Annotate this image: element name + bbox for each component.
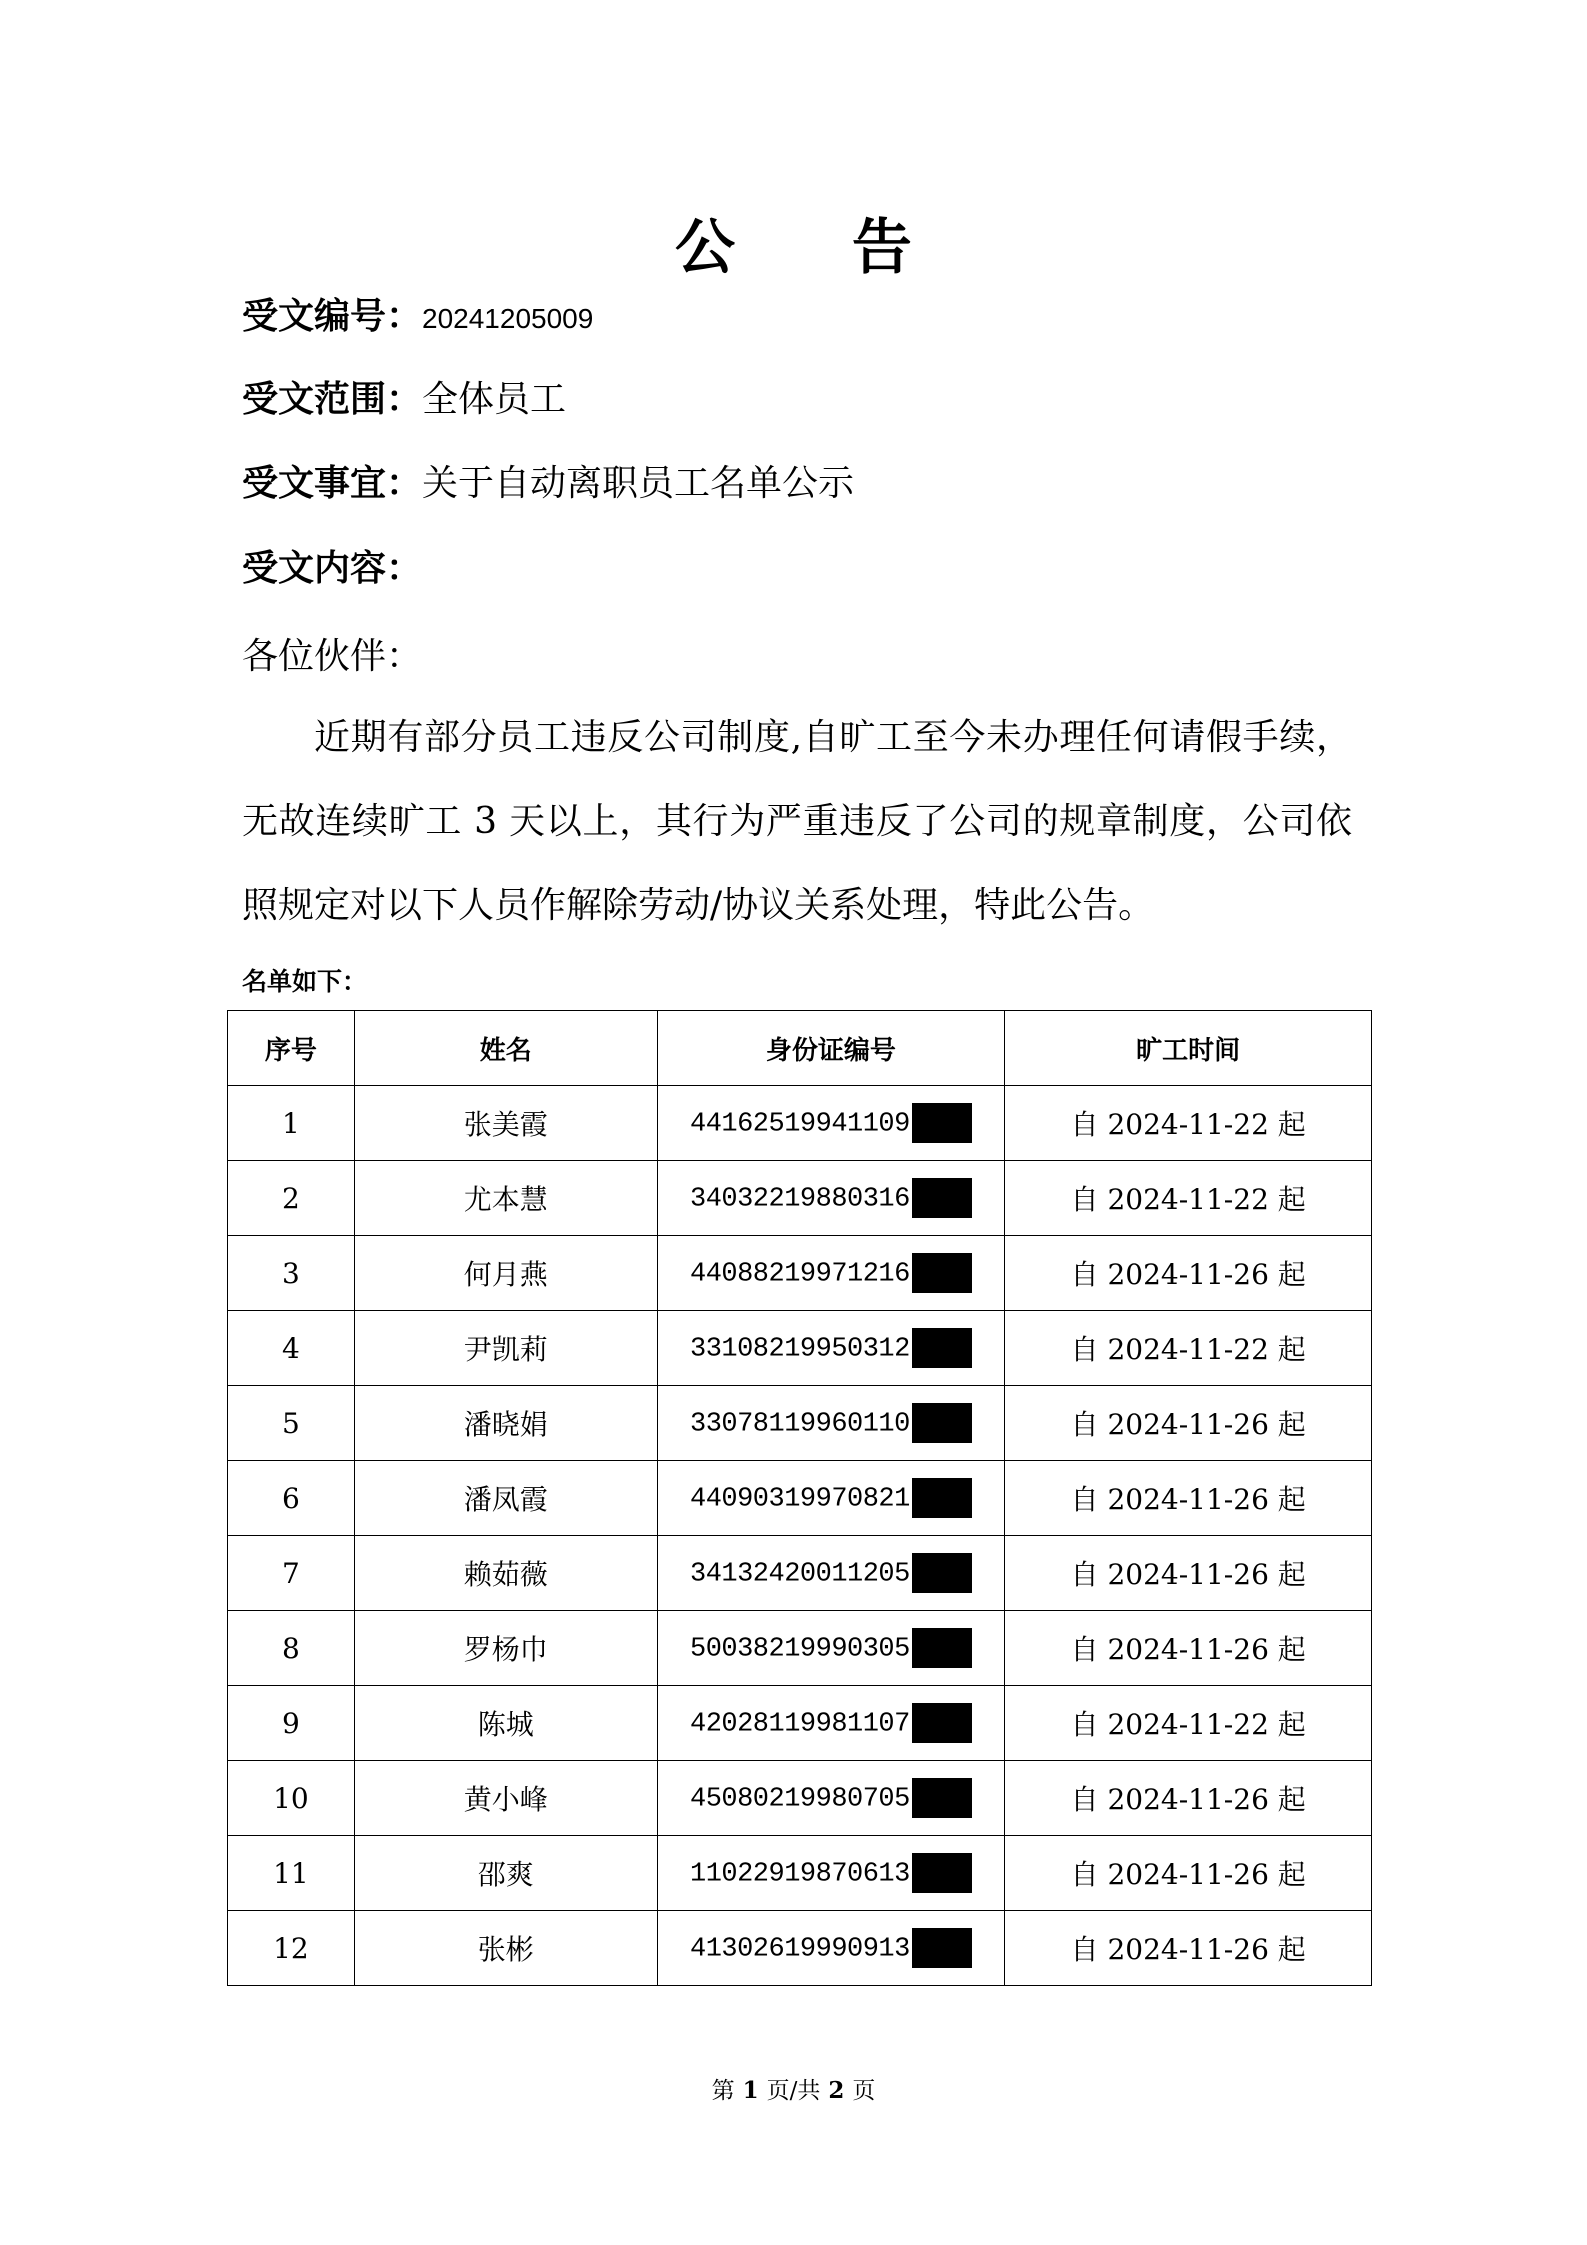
row-index: 1 bbox=[228, 1086, 355, 1161]
row-index: 4 bbox=[228, 1311, 355, 1386]
redaction-block bbox=[912, 1103, 972, 1143]
redaction-block bbox=[912, 1628, 972, 1668]
table-row bbox=[228, 1911, 1372, 1986]
row-index: 7 bbox=[228, 1536, 355, 1611]
row-index: 2 bbox=[228, 1161, 355, 1236]
row-index: 10 bbox=[228, 1761, 355, 1836]
row-name: 黄小峰 bbox=[354, 1761, 657, 1836]
row-id-number: 11022919870613 bbox=[690, 1859, 910, 1890]
subject-line bbox=[242, 460, 854, 508]
col-header-index: 序号 bbox=[228, 1011, 355, 1086]
row-absence-time: 自 2024-11-22 起 bbox=[1005, 1311, 1372, 1386]
row-absence-time: 自 2024-11-22 起 bbox=[1005, 1686, 1372, 1761]
row-id-cell bbox=[657, 1761, 1005, 1836]
row-id-cell bbox=[657, 1911, 1005, 1986]
table-row bbox=[228, 1686, 1372, 1761]
row-absence-time: 自 2024-11-22 起 bbox=[1005, 1161, 1372, 1236]
table-row bbox=[228, 1386, 1372, 1461]
row-id-number: 44090319970821 bbox=[690, 1484, 910, 1515]
subject-value: 关于自动离职员工名单公示 bbox=[422, 463, 855, 504]
row-id-number: 34132420011205 bbox=[690, 1559, 910, 1590]
table-row bbox=[228, 1311, 1372, 1386]
redaction-block bbox=[912, 1778, 972, 1818]
page-footer bbox=[0, 2072, 1587, 2105]
table-row bbox=[228, 1086, 1372, 1161]
col-header-id: 身份证编号 bbox=[657, 1011, 1005, 1086]
row-name: 张美霞 bbox=[354, 1086, 657, 1161]
row-id-cell bbox=[657, 1236, 1005, 1311]
page-title: 公 告 bbox=[675, 213, 960, 283]
row-id-cell bbox=[657, 1311, 1005, 1386]
row-absence-time: 自 2024-11-26 起 bbox=[1005, 1536, 1372, 1611]
row-absence-time: 自 2024-11-26 起 bbox=[1005, 1611, 1372, 1686]
row-id-number: 42028119981107 bbox=[690, 1709, 910, 1740]
table-row bbox=[228, 1536, 1372, 1611]
row-id-cell bbox=[657, 1611, 1005, 1686]
footer-total: 2 bbox=[828, 2077, 845, 2104]
row-name: 潘凤霞 bbox=[354, 1461, 657, 1536]
redaction-block bbox=[912, 1178, 972, 1218]
greeting: 各位伙伴： bbox=[242, 636, 423, 677]
footer-prefix: 第 bbox=[711, 2078, 735, 2104]
row-absence-time: 自 2024-11-26 起 bbox=[1005, 1911, 1372, 1986]
content-line bbox=[242, 545, 422, 593]
col-header-absence-time: 旷工时间 bbox=[1005, 1011, 1372, 1086]
row-id-cell bbox=[657, 1086, 1005, 1161]
row-absence-time: 自 2024-11-26 起 bbox=[1005, 1236, 1372, 1311]
row-absence-time: 自 2024-11-26 起 bbox=[1005, 1461, 1372, 1536]
row-name: 尹凯莉 bbox=[354, 1311, 657, 1386]
employee-table bbox=[227, 1010, 1372, 1986]
row-id-number: 33108219950312 bbox=[690, 1334, 910, 1365]
footer-middle: 页/共 bbox=[766, 2078, 821, 2104]
row-id-number: 44088219971216 bbox=[690, 1259, 910, 1290]
footer-suffix: 页 bbox=[852, 2078, 876, 2104]
body-paragraph: 近期有部分员工违反公司制度,自旷工至今未办理任何请假手续，无故连续旷工 3 天以上，其行为严重违反了公司的规章制度，公司依照规定对以下人员作解除劳动/协议关系处理，特此公告。 bbox=[242, 717, 1352, 926]
redaction-block bbox=[912, 1403, 972, 1443]
row-absence-time: 自 2024-11-26 起 bbox=[1005, 1386, 1372, 1461]
row-id-cell bbox=[657, 1836, 1005, 1911]
redaction-block bbox=[912, 1328, 972, 1368]
row-name: 陈城 bbox=[354, 1686, 657, 1761]
redaction-block bbox=[912, 1478, 972, 1518]
doc-number-label: 受文编号： bbox=[242, 296, 423, 337]
row-id-cell bbox=[657, 1386, 1005, 1461]
row-id-number: 50038219990305 bbox=[690, 1634, 910, 1665]
row-absence-time: 自 2024-11-26 起 bbox=[1005, 1836, 1372, 1911]
row-absence-time: 自 2024-11-26 起 bbox=[1005, 1761, 1372, 1836]
doc-number-value: 20241205009 bbox=[422, 303, 594, 334]
redaction-block bbox=[912, 1703, 972, 1743]
table-row bbox=[228, 1161, 1372, 1236]
redaction-block bbox=[912, 1553, 972, 1593]
row-name: 何月燕 bbox=[354, 1236, 657, 1311]
table-row bbox=[228, 1461, 1372, 1536]
row-id-number: 33078119960110 bbox=[690, 1409, 910, 1440]
row-index: 8 bbox=[228, 1611, 355, 1686]
row-id-number: 34032219880316 bbox=[690, 1184, 910, 1215]
row-id-number: 44162519941109 bbox=[690, 1109, 910, 1140]
row-name: 罗杨巾 bbox=[354, 1611, 657, 1686]
row-id-cell bbox=[657, 1536, 1005, 1611]
row-name: 邵爽 bbox=[354, 1836, 657, 1911]
row-name: 尤本慧 bbox=[354, 1161, 657, 1236]
row-index: 11 bbox=[228, 1836, 355, 1911]
doc-number-line bbox=[242, 293, 593, 343]
row-index: 12 bbox=[228, 1911, 355, 1986]
table-row bbox=[228, 1611, 1372, 1686]
table-row bbox=[228, 1836, 1372, 1911]
row-index: 6 bbox=[228, 1461, 355, 1536]
row-index: 9 bbox=[228, 1686, 355, 1761]
row-id-cell bbox=[657, 1686, 1005, 1761]
redaction-block bbox=[912, 1928, 972, 1968]
row-index: 3 bbox=[228, 1236, 355, 1311]
row-id-number: 41302619990913 bbox=[690, 1934, 910, 1965]
table-row bbox=[228, 1236, 1372, 1311]
content-label: 受文内容： bbox=[242, 548, 423, 589]
scope-line bbox=[242, 376, 566, 424]
col-header-name: 姓名 bbox=[354, 1011, 657, 1086]
scope-label: 受文范围： bbox=[242, 379, 423, 420]
table-header-row bbox=[228, 1011, 1372, 1086]
row-id-cell bbox=[657, 1161, 1005, 1236]
redaction-block bbox=[912, 1253, 972, 1293]
row-name: 赖茹薇 bbox=[354, 1536, 657, 1611]
list-label: 名单如下： bbox=[242, 967, 368, 996]
subject-label: 受文事宜： bbox=[242, 463, 423, 504]
row-id-number: 45080219980705 bbox=[690, 1784, 910, 1815]
row-absence-time: 自 2024-11-22 起 bbox=[1005, 1086, 1372, 1161]
footer-page: 1 bbox=[742, 2077, 759, 2104]
row-id-cell bbox=[657, 1461, 1005, 1536]
scope-value: 全体员工 bbox=[422, 379, 567, 420]
row-index: 5 bbox=[228, 1386, 355, 1461]
redaction-block bbox=[912, 1853, 972, 1893]
row-name: 张彬 bbox=[354, 1911, 657, 1986]
row-name: 潘晓娟 bbox=[354, 1386, 657, 1461]
table-row bbox=[228, 1761, 1372, 1836]
